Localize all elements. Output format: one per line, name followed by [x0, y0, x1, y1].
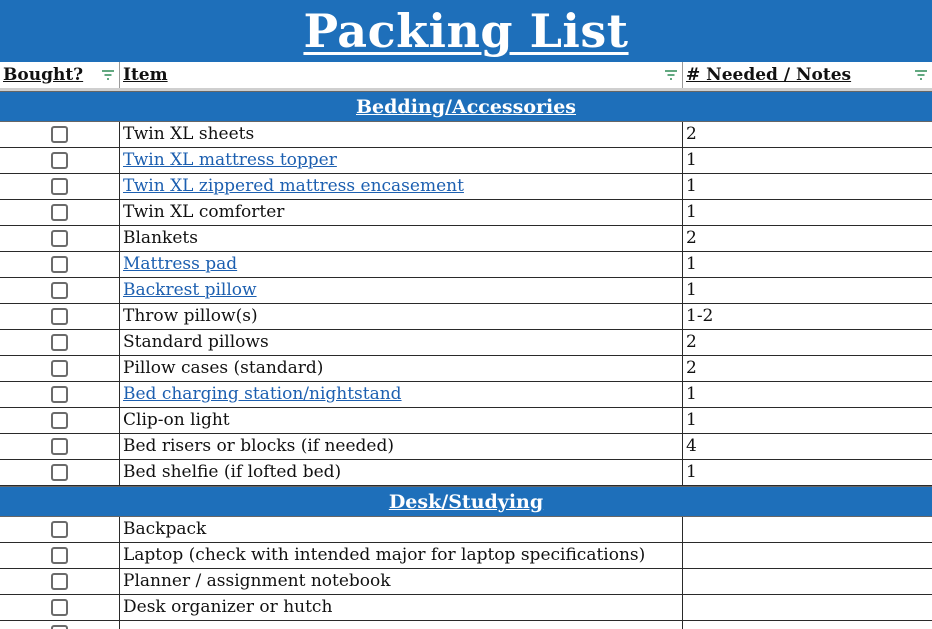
- item-cell: Clip-on light: [120, 408, 683, 433]
- table-row: [0, 122, 932, 148]
- needed-cell: 2: [686, 358, 697, 378]
- needed-cell: [683, 543, 932, 568]
- bought-checkbox[interactable]: [51, 204, 68, 221]
- bought-cell: [0, 595, 120, 620]
- item-cell: Laptop (check with intended major for laptop specifications): [120, 543, 683, 568]
- table-row: [0, 434, 932, 460]
- column-header-bought-label: Bought?: [3, 65, 84, 85]
- bought-checkbox[interactable]: [51, 547, 68, 564]
- bought-checkbox[interactable]: [51, 386, 68, 403]
- filter-icon[interactable]: [665, 70, 677, 80]
- page-title: Packing List: [303, 4, 629, 58]
- bought-cell: [0, 543, 120, 568]
- needed-cell: 1: [686, 202, 697, 222]
- bought-cell: [0, 122, 120, 147]
- item-cell: Pillow cases (standard): [120, 356, 683, 381]
- bought-checkbox[interactable]: [51, 412, 68, 429]
- item-cell: Blankets: [120, 226, 683, 251]
- bought-checkbox[interactable]: [51, 360, 68, 377]
- bought-cell: [0, 621, 120, 629]
- item-cell: Planner / assignment notebook: [120, 569, 683, 594]
- needed-cell: 1: [686, 462, 697, 482]
- table-row: [0, 517, 932, 543]
- filter-icon[interactable]: [915, 70, 927, 80]
- title-bar: [0, 0, 932, 62]
- bought-checkbox[interactable]: [51, 599, 68, 616]
- table-row: [0, 278, 932, 304]
- bought-checkbox[interactable]: [51, 521, 68, 538]
- needed-cell: 1: [686, 176, 697, 196]
- needed-cell: 1-2: [686, 306, 714, 326]
- table-row: [0, 174, 932, 200]
- column-header-needed-label: # Needed / Notes: [686, 65, 852, 85]
- needed-cell: [683, 517, 932, 542]
- column-header-item-label: Item: [123, 65, 168, 85]
- column-header-bought[interactable]: [0, 62, 120, 88]
- table-row: [0, 252, 932, 278]
- table-row: [0, 200, 932, 226]
- bought-cell: [0, 226, 120, 251]
- bought-cell: [0, 200, 120, 225]
- needed-cell: [683, 621, 932, 629]
- bought-checkbox[interactable]: [51, 256, 68, 273]
- bought-cell: [0, 148, 120, 173]
- section-label: Desk/Studying: [388, 490, 544, 513]
- bought-cell: [0, 434, 120, 459]
- bought-checkbox[interactable]: [51, 308, 68, 325]
- item-link[interactable]: Twin XL mattress topper: [120, 148, 683, 173]
- column-header-item[interactable]: [120, 62, 683, 88]
- table-row: [0, 543, 932, 569]
- bought-checkbox[interactable]: [51, 178, 68, 195]
- item-cell: Desk organizer or hutch: [120, 595, 683, 620]
- table-row: [0, 460, 932, 486]
- needed-cell: 2: [686, 124, 697, 144]
- bought-checkbox[interactable]: [51, 438, 68, 455]
- bought-cell: [0, 304, 120, 329]
- item-link[interactable]: Bed charging station/nightstand: [120, 382, 683, 407]
- item-cell: Bed shelfie (if lofted bed): [120, 460, 683, 485]
- bought-cell: [0, 460, 120, 485]
- bought-cell: [0, 356, 120, 381]
- table-row: [0, 148, 932, 174]
- bought-cell: [0, 330, 120, 355]
- item-cell: Bed risers or blocks (if needed): [120, 434, 683, 459]
- table-row: [0, 408, 932, 434]
- needed-cell: 1: [686, 280, 697, 300]
- column-header-row: [0, 62, 932, 91]
- table-row: [0, 382, 932, 408]
- needed-cell: 2: [686, 228, 697, 248]
- needed-cell: 4: [686, 436, 697, 456]
- item-cell: Backpack: [120, 517, 683, 542]
- item-cell: Standard pillows: [120, 330, 683, 355]
- section-header: [0, 91, 932, 122]
- bought-cell: [0, 382, 120, 407]
- bought-checkbox[interactable]: [51, 573, 68, 590]
- bought-checkbox[interactable]: [51, 625, 68, 629]
- table-row: [0, 569, 932, 595]
- table-row: [0, 330, 932, 356]
- bought-cell: [0, 278, 120, 303]
- bought-checkbox[interactable]: [51, 464, 68, 481]
- needed-cell: 1: [686, 150, 697, 170]
- filter-icon[interactable]: [102, 70, 114, 80]
- needed-cell: [683, 569, 932, 594]
- needed-cell: [683, 595, 932, 620]
- bought-checkbox[interactable]: [51, 126, 68, 143]
- bought-cell: [0, 252, 120, 277]
- table-row: [0, 304, 932, 330]
- section-header: [0, 486, 932, 517]
- column-header-needed[interactable]: [683, 62, 932, 88]
- item-cell: Twin XL comforter: [120, 200, 683, 225]
- bought-cell: [0, 174, 120, 199]
- section-label: Bedding/Accessories: [355, 95, 577, 118]
- table-row: [0, 621, 932, 629]
- table-body: [0, 91, 932, 629]
- needed-cell: 1: [686, 410, 697, 430]
- table-row: [0, 226, 932, 252]
- item-cell: Twin XL sheets: [120, 122, 683, 147]
- item-link[interactable]: Mattress pad: [120, 252, 683, 277]
- bought-checkbox[interactable]: [51, 230, 68, 247]
- item-link[interactable]: Backrest pillow: [120, 278, 683, 303]
- item-cell: [120, 621, 683, 629]
- bought-cell: [0, 569, 120, 594]
- needed-cell: 1: [686, 254, 697, 274]
- bought-checkbox[interactable]: [51, 282, 68, 299]
- needed-cell: 2: [686, 332, 697, 352]
- item-link[interactable]: Twin XL zippered mattress encasement: [120, 174, 683, 199]
- bought-cell: [0, 408, 120, 433]
- bought-cell: [0, 517, 120, 542]
- table-row: [0, 356, 932, 382]
- bought-checkbox[interactable]: [51, 152, 68, 169]
- table-row: [0, 595, 932, 621]
- bought-checkbox[interactable]: [51, 334, 68, 351]
- needed-cell: 1: [686, 384, 697, 404]
- item-cell: Throw pillow(s): [120, 304, 683, 329]
